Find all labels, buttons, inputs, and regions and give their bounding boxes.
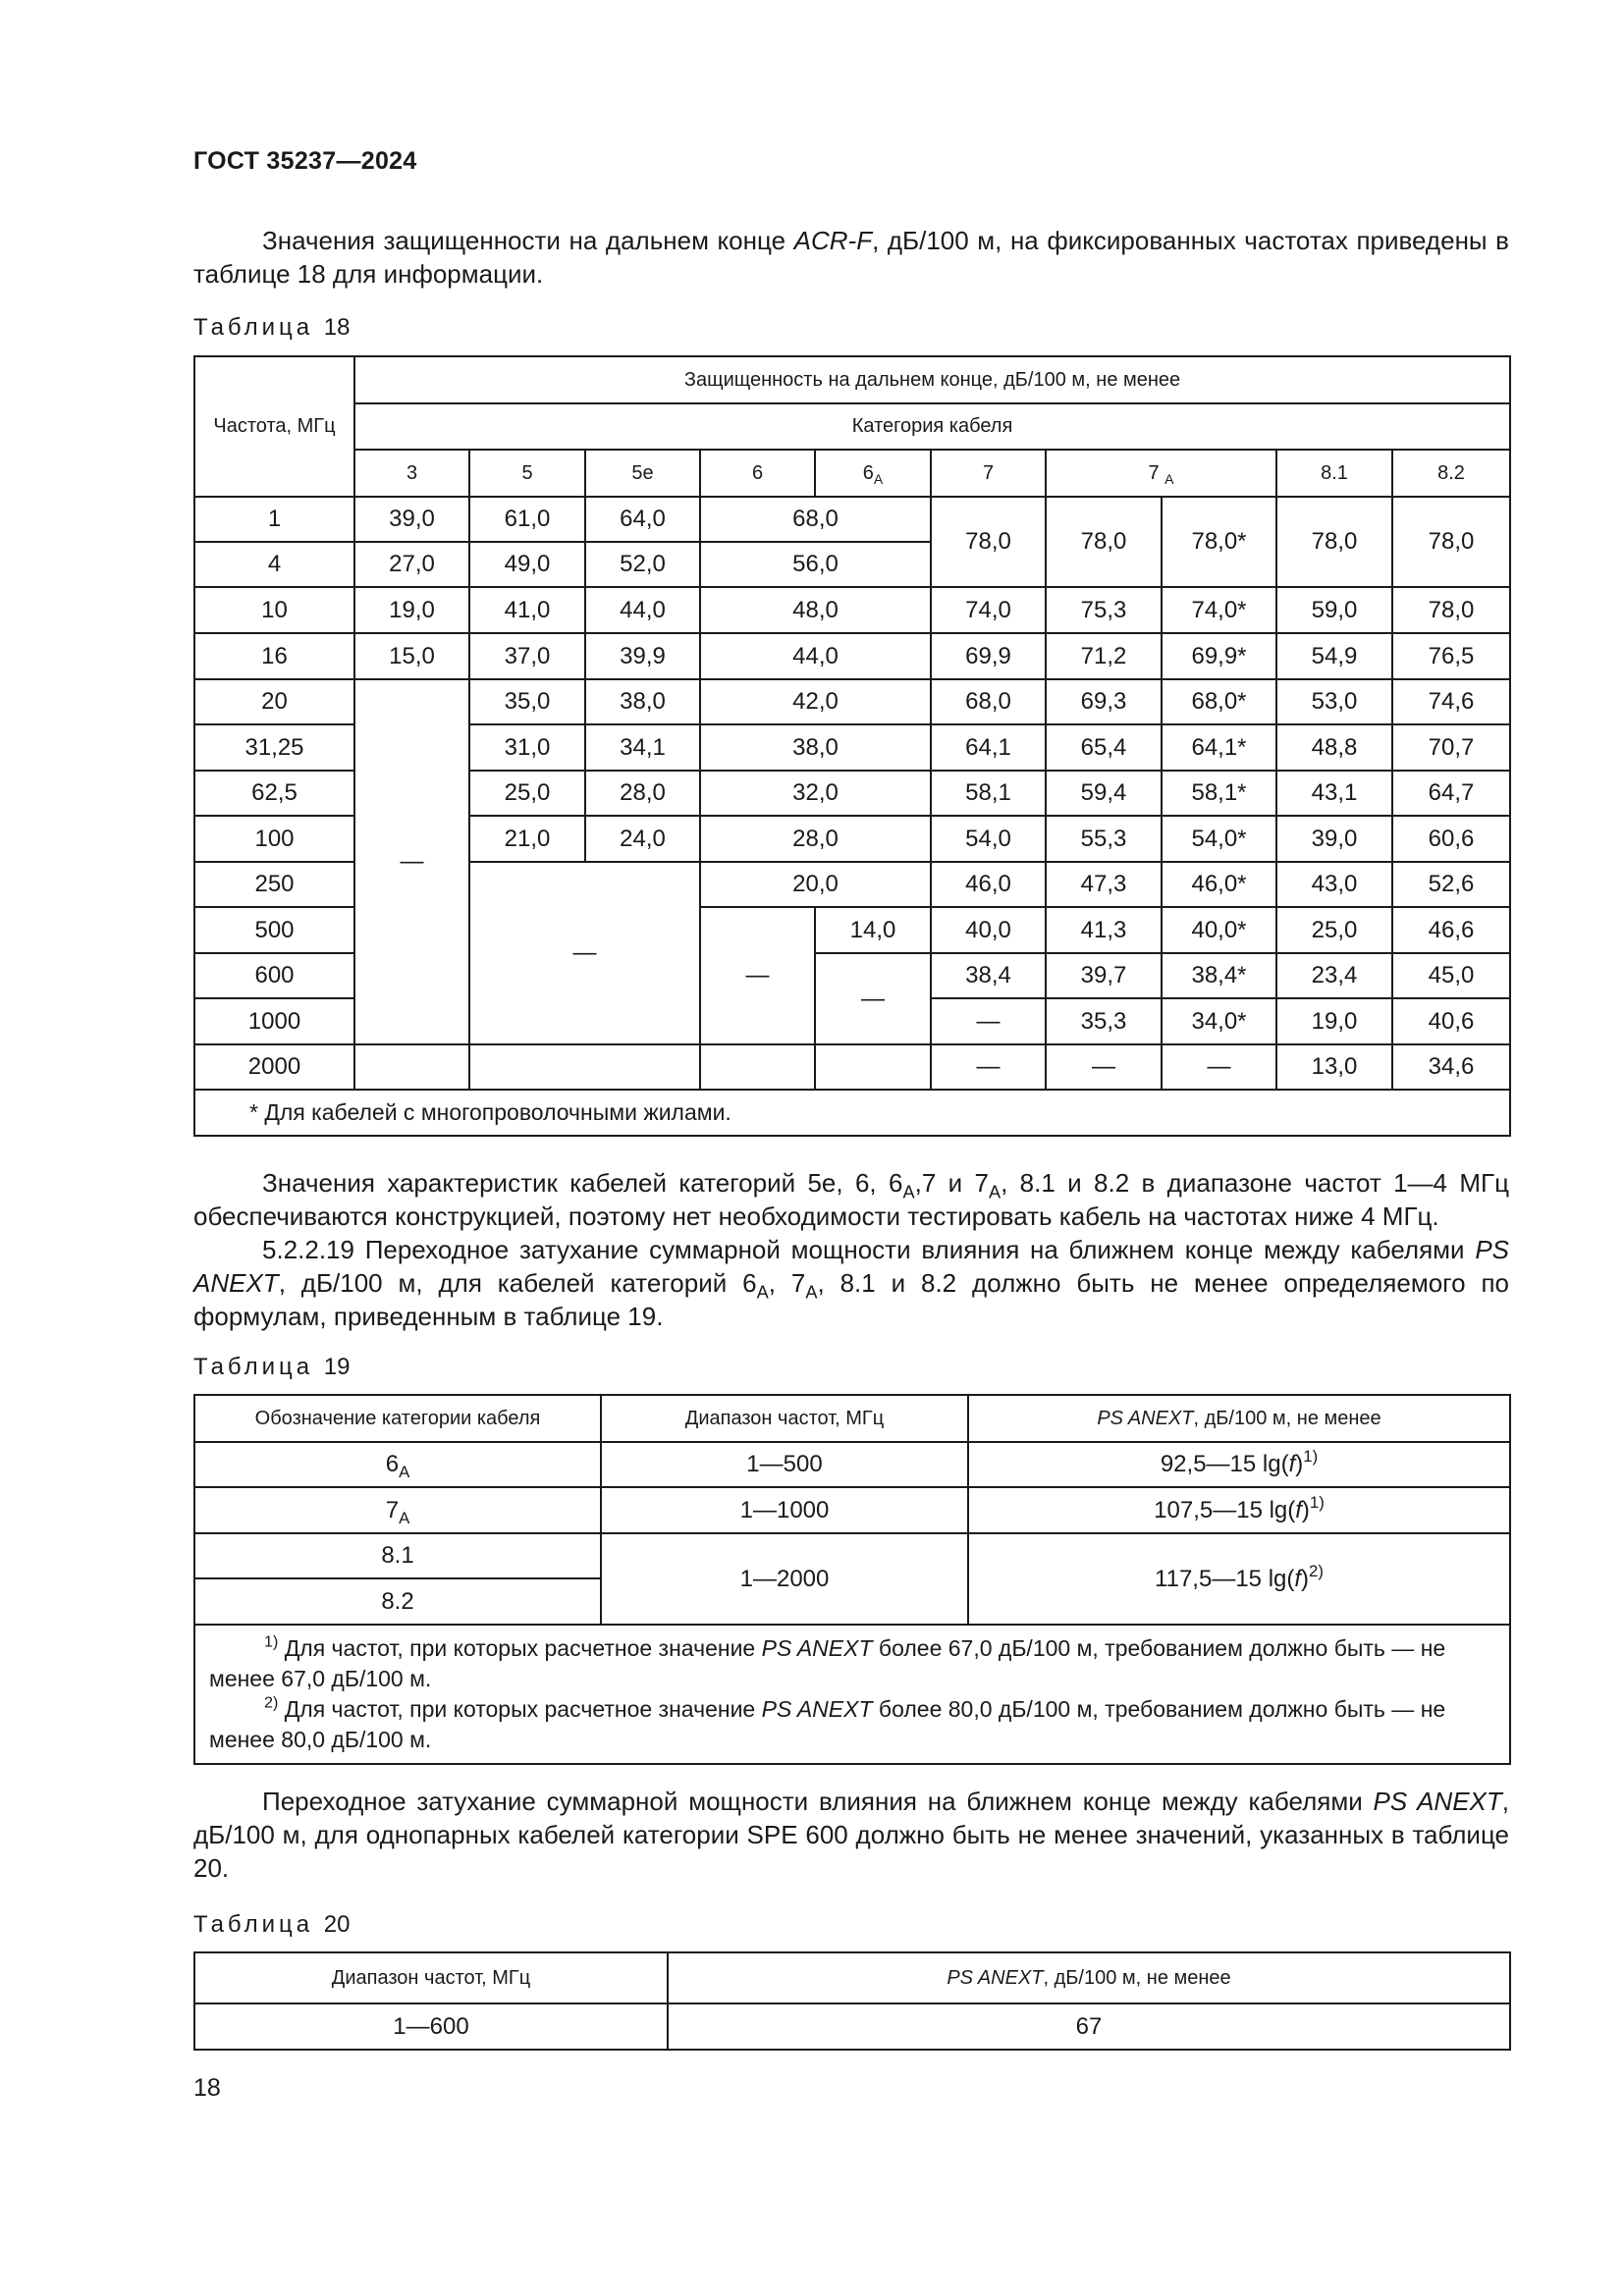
- cell-formula: 107,5—15 $\lg(f)^{1)}$: [968, 1487, 1510, 1533]
- cell-cat3: 27,0: [354, 542, 469, 587]
- cat-6: 6: [700, 450, 815, 497]
- cell-cat7a: —: [1046, 1044, 1162, 1090]
- cell-cat8-1: 13,0: [1276, 1044, 1392, 1090]
- cell-cat7a: 47,3: [1046, 862, 1162, 907]
- cell-cat6-6a: 68,0: [700, 497, 931, 542]
- cell-cat5e: 64,0: [585, 497, 700, 542]
- cell-cat8-1: 78,0: [1276, 497, 1392, 587]
- table-row: [194, 587, 1510, 633]
- cell-cat7a-stranded: 46,0*: [1162, 862, 1276, 907]
- cell-frequency: 20: [194, 679, 354, 724]
- caption-word: Таблица: [193, 1911, 314, 1938]
- cell-cat8-1: 23,4: [1276, 953, 1392, 998]
- cell-cat5e: 39,9: [585, 633, 700, 679]
- cell-cat8-1: 43,0: [1276, 862, 1392, 907]
- cell-cat7a-stranded: 58,1*: [1162, 771, 1276, 816]
- cell-cat6-dash: —: [700, 907, 815, 1044]
- cell-frequency: 500: [194, 907, 354, 953]
- cell-category: $7_A$: [194, 1487, 601, 1533]
- cell-cat7: 54,0: [931, 816, 1046, 862]
- cell-cat8-2: 74,6: [1392, 679, 1510, 724]
- cat-7a: 7 $_A$: [1046, 450, 1276, 497]
- cell-cat8-1: 53,0: [1276, 679, 1392, 724]
- cell-cat6-6a: 44,0: [700, 633, 931, 679]
- cat-5: 5: [469, 450, 585, 497]
- cell-value: 67: [668, 2003, 1510, 2050]
- table-row: [194, 1533, 1510, 1578]
- table-row: [194, 633, 1510, 679]
- cell-cat7: 68,0: [931, 679, 1046, 724]
- cell-cat5e: 38,0: [585, 679, 700, 724]
- cell-cat6-6a: 56,0: [700, 542, 931, 587]
- cell-cat8-1: 48,8: [1276, 724, 1392, 771]
- cell-cat7a-stranded: 64,1*: [1162, 724, 1276, 771]
- cell-cat8-1: 39,0: [1276, 816, 1392, 862]
- cell-frequency: 1000: [194, 998, 354, 1044]
- cell-range: 1—1000: [601, 1487, 968, 1533]
- table-20: [193, 1951, 1511, 2051]
- table-row: [194, 1044, 1510, 1090]
- document-header: ГОСТ 35237—2024: [193, 147, 417, 175]
- cell-cat5: 31,0: [469, 724, 585, 771]
- cell-cat5e: 52,0: [585, 542, 700, 587]
- cell-cat8-1: 25,0: [1276, 907, 1392, 953]
- paragraph-block: [193, 1166, 1509, 1333]
- footnote-1: $^{1)}$ Для частот, при которых расчетное значение PS ANEXT более 67,0 дБ/100 м, требованием должно быть — не менее 67,0 дБ/100 м.: [209, 1632, 1446, 1691]
- cell-empty: [815, 1044, 931, 1090]
- cell-cat7: 64,1: [931, 724, 1046, 771]
- cell-cat7a: 75,3: [1046, 587, 1162, 633]
- cell-cat5: 49,0: [469, 542, 585, 587]
- cell-empty: [700, 1044, 815, 1090]
- cell-cat7a-stranded: 34,0*: [1162, 998, 1276, 1044]
- cell-cat7: 46,0: [931, 862, 1046, 907]
- cell-range: 1—500: [601, 1442, 968, 1487]
- cell-cat5: 21,0: [469, 816, 585, 862]
- table-18-footnote: * Для кабелей с многопроволочными жилами.: [194, 1090, 1510, 1136]
- cell-cat5e: 24,0: [585, 816, 700, 862]
- paragraph-spe600: Переходное затухание суммарной мощности влияния на ближнем конце между кабелями PS ANEXT, дБ/100 м, для однопарных кабелей категории SPE 600 должно быть не менее значений, указанных в таблице 20.: [193, 1787, 1509, 1883]
- cell-cat7a: 59,4: [1046, 771, 1162, 816]
- cell-cat3: 39,0: [354, 497, 469, 542]
- cat-8-2: 8.2: [1392, 450, 1510, 497]
- cell-cat5: 37,0: [469, 633, 585, 679]
- cell-cat7: 38,4: [931, 953, 1046, 998]
- cell-cat7: 69,9: [931, 633, 1046, 679]
- cell-cat7a: 55,3: [1046, 816, 1162, 862]
- cell-cat8-1: 43,1: [1276, 771, 1392, 816]
- caption-number: 18: [323, 314, 351, 341]
- cell-cat7a: 65,4: [1046, 724, 1162, 771]
- cell-cat6-6a: 38,0: [700, 724, 931, 771]
- cell-frequency: 10: [194, 587, 354, 633]
- cell-cat6a: 14,0: [815, 907, 931, 953]
- cell-cat5e: 44,0: [585, 587, 700, 633]
- cell-cat8-2: 60,6: [1392, 816, 1510, 862]
- page-number: 18: [193, 2074, 221, 2102]
- cell-cat7a: 69,3: [1046, 679, 1162, 724]
- cell-cat8-2: 76,5: [1392, 633, 1510, 679]
- cell-cat5-5e-dash: —: [469, 862, 700, 1044]
- cell-frequency: 2000: [194, 1044, 354, 1090]
- caption-number: 20: [323, 1911, 351, 1938]
- cell-cat5e: 34,1: [585, 724, 700, 771]
- caption-word: Таблица: [193, 314, 314, 341]
- cell-cat8-1: 19,0: [1276, 998, 1392, 1044]
- cell-cat7a-stranded: —: [1162, 1044, 1276, 1090]
- cell-cat7a: 78,0: [1046, 497, 1162, 587]
- header-category: Обозначение категории кабеля: [194, 1395, 601, 1442]
- cell-cat5: 25,0: [469, 771, 585, 816]
- cell-cat3: 15,0: [354, 633, 469, 679]
- cell-cat8-2: 70,7: [1392, 724, 1510, 771]
- caption-number: 19: [323, 1354, 351, 1380]
- cell-frequency: 62,5: [194, 771, 354, 816]
- cell-formula: 117,5—15 $\lg(f)^{2)}$: [968, 1533, 1510, 1625]
- cell-cat8-2: 64,7: [1392, 771, 1510, 816]
- caption-word: Таблица: [193, 1354, 314, 1380]
- header-frequency-range: Диапазон частот, МГц: [194, 1952, 668, 2003]
- cell-frequency: 600: [194, 953, 354, 998]
- cell-cat8-1: 54,9: [1276, 633, 1392, 679]
- cat-5e: 5e: [585, 450, 700, 497]
- cell-cat8-2: 45,0: [1392, 953, 1510, 998]
- table-19-caption: [193, 1354, 350, 1381]
- paragraph-categories: Значения характеристик кабелей категорий 5е, 6, $6_A,7$ и $7_A$, 8.1 и 8.2 в диапазоне частот 1—4 МГц обеспечиваются конструкцией, поэтому нет необходимости тестировать кабель на частотах ниже 4 МГц.: [193, 1168, 1509, 1231]
- cell-cat3-dash: —: [354, 679, 469, 1044]
- cell-cat7: 40,0: [931, 907, 1046, 953]
- cell-category: $6_A$: [194, 1442, 601, 1487]
- cell-frequency: 16: [194, 633, 354, 679]
- cell-formula: 92,5—15 $\lg(f)^{1)}$: [968, 1442, 1510, 1487]
- cell-cat7a: 35,3: [1046, 998, 1162, 1044]
- cat-3: 3: [354, 450, 469, 497]
- cell-cat7a-stranded: 40,0*: [1162, 907, 1276, 953]
- cell-cat8-2: 40,6: [1392, 998, 1510, 1044]
- intro-paragraph: [193, 224, 1509, 291]
- table-18-caption: [193, 314, 350, 342]
- cell-cat7a-stranded: 38,4*: [1162, 953, 1276, 998]
- cell-cat5e: 28,0: [585, 771, 700, 816]
- cell-range: 1—600: [194, 2003, 668, 2050]
- cell-cat7: 78,0: [931, 497, 1046, 587]
- table-19-footnotes: [194, 1625, 1510, 1764]
- paragraph-5-2-2-19: 5.2.2.19 Переходное затухание суммарной мощности влияния на ближнем конце между кабелями PS ANEXT, дБ/100 м, для кабелей категорий $6_A$, $7_A$, 8.1 и 8.2 должно быть не менее определяемого по формулам, приведенным в таблице 19.: [193, 1235, 1509, 1331]
- cell-cat7: —: [931, 998, 1046, 1044]
- cell-frequency: 1: [194, 497, 354, 542]
- cell-cat7a-stranded: 69,9*: [1162, 633, 1276, 679]
- cell-cat7a-stranded: 78,0*: [1162, 497, 1276, 587]
- cell-range: 1—2000: [601, 1533, 968, 1625]
- cell-cat5: 35,0: [469, 679, 585, 724]
- cell-cat5: 41,0: [469, 587, 585, 633]
- cat-7: 7: [931, 450, 1046, 497]
- cell-cat8-2: 78,0: [1392, 587, 1510, 633]
- acr-f-term: ACR-F: [793, 226, 873, 255]
- header-cable-category: Категория кабеля: [354, 403, 1510, 450]
- cell-cat6-6a: 48,0: [700, 587, 931, 633]
- cell-cat6-6a: 20,0: [700, 862, 931, 907]
- cell-cat7a-stranded: 54,0*: [1162, 816, 1276, 862]
- cell-cat7a-stranded: 68,0*: [1162, 679, 1276, 724]
- cell-cat7: —: [931, 1044, 1046, 1090]
- cell-cat8-2: 34,6: [1392, 1044, 1510, 1090]
- cell-cat8-2: 46,6: [1392, 907, 1510, 953]
- table-18: [193, 355, 1511, 1137]
- cell-cat6-6a: 28,0: [700, 816, 931, 862]
- header-frequency: Частота, МГц: [194, 356, 354, 497]
- header-frequency-range: Диапазон частот, МГц: [601, 1395, 968, 1442]
- cell-cat8-2: 52,6: [1392, 862, 1510, 907]
- header-ps-anext: PS ANEXT, дБ/100 м, не менее: [668, 1952, 1510, 2003]
- header-main: Защищенность на дальнем конце, дБ/100 м, не менее: [354, 356, 1510, 403]
- cat-8-1: 8.1: [1276, 450, 1392, 497]
- table-row: [194, 497, 1510, 542]
- table-19: [193, 1394, 1511, 1765]
- cell-cat6-6a: 42,0: [700, 679, 931, 724]
- cell-cat3: 19,0: [354, 587, 469, 633]
- cell-cat7a: 41,3: [1046, 907, 1162, 953]
- intro-text-b: , дБ/100 м, на фиксированных частотах приведены в таблице 18 для информации.: [193, 226, 1509, 289]
- table-row: [194, 1442, 1510, 1487]
- cell-cat6a-dash: —: [815, 953, 931, 1044]
- cell-cat7a: 71,2: [1046, 633, 1162, 679]
- cell-cat5: 61,0: [469, 497, 585, 542]
- cell-category: 8.1: [194, 1533, 601, 1578]
- cell-cat8-2: 78,0: [1392, 497, 1510, 587]
- cell-category: 8.2: [194, 1578, 601, 1625]
- table-row: [194, 679, 1510, 724]
- cell-frequency: 31,25: [194, 724, 354, 771]
- footnote-2: $^{2)}$ Для частот, при которых расчетное значение PS ANEXT более 80,0 дБ/100 м, требованием должно быть — не менее 80,0 дБ/100 м.: [209, 1693, 1446, 1752]
- cell-cat7a: 39,7: [1046, 953, 1162, 998]
- cell-empty: [354, 1044, 469, 1090]
- cell-empty: [469, 1044, 700, 1090]
- cell-cat7: 74,0: [931, 587, 1046, 633]
- cell-frequency: 4: [194, 542, 354, 587]
- intro-text-a: Значения защищенности на дальнем конце: [262, 226, 794, 255]
- cell-cat6-6a: 32,0: [700, 771, 931, 816]
- cat-6a: $6_A$: [815, 450, 931, 497]
- table-row: [194, 2003, 1510, 2050]
- cell-cat7: 58,1: [931, 771, 1046, 816]
- cell-frequency: 250: [194, 862, 354, 907]
- cell-frequency: 100: [194, 816, 354, 862]
- table-row: [194, 1487, 1510, 1533]
- table-20-caption: [193, 1911, 350, 1939]
- cell-cat8-1: 59,0: [1276, 587, 1392, 633]
- header-ps-anext: PS ANEXT, дБ/100 м, не менее: [968, 1395, 1510, 1442]
- cell-cat7a-stranded: 74,0*: [1162, 587, 1276, 633]
